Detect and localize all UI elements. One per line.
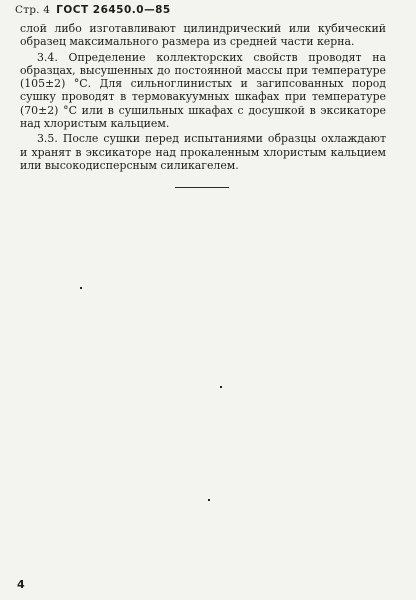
section-divider [175,187,229,188]
scan-speck [80,287,82,289]
scan-speck [220,386,222,388]
document-body [20,22,386,172]
paragraph-3-5: 3.5. После сушки перед испытаниями образцы охлаждают и хранят в эксикаторе над прокаленным хлористым кальцием или высокодисперсным силикагелем. [20,132,386,172]
page-number: 4 [17,578,25,591]
scan-speck [208,499,210,501]
standard-number: ГОСТ 26450.0—85 [56,4,171,16]
page-label: Стр. 4 [15,4,51,16]
page-header [15,4,171,16]
paragraph-3-4: 3.4. Определение коллекторских свойств проводят на образцах, высушенных до постоянной массы при температуре (105±2) °С. Для сильноглинистых и загипсованных пород сушку проводят в термовакуумных шкафах при температуре (70±2) °С или в сушильных шкафах с досушкой в эксикаторе над хлористым кальцием. [20,50,386,131]
paragraph-continuation: слой либо изготавливают цилиндрический или кубический образец максимального размера из средней части керна. [20,22,386,49]
